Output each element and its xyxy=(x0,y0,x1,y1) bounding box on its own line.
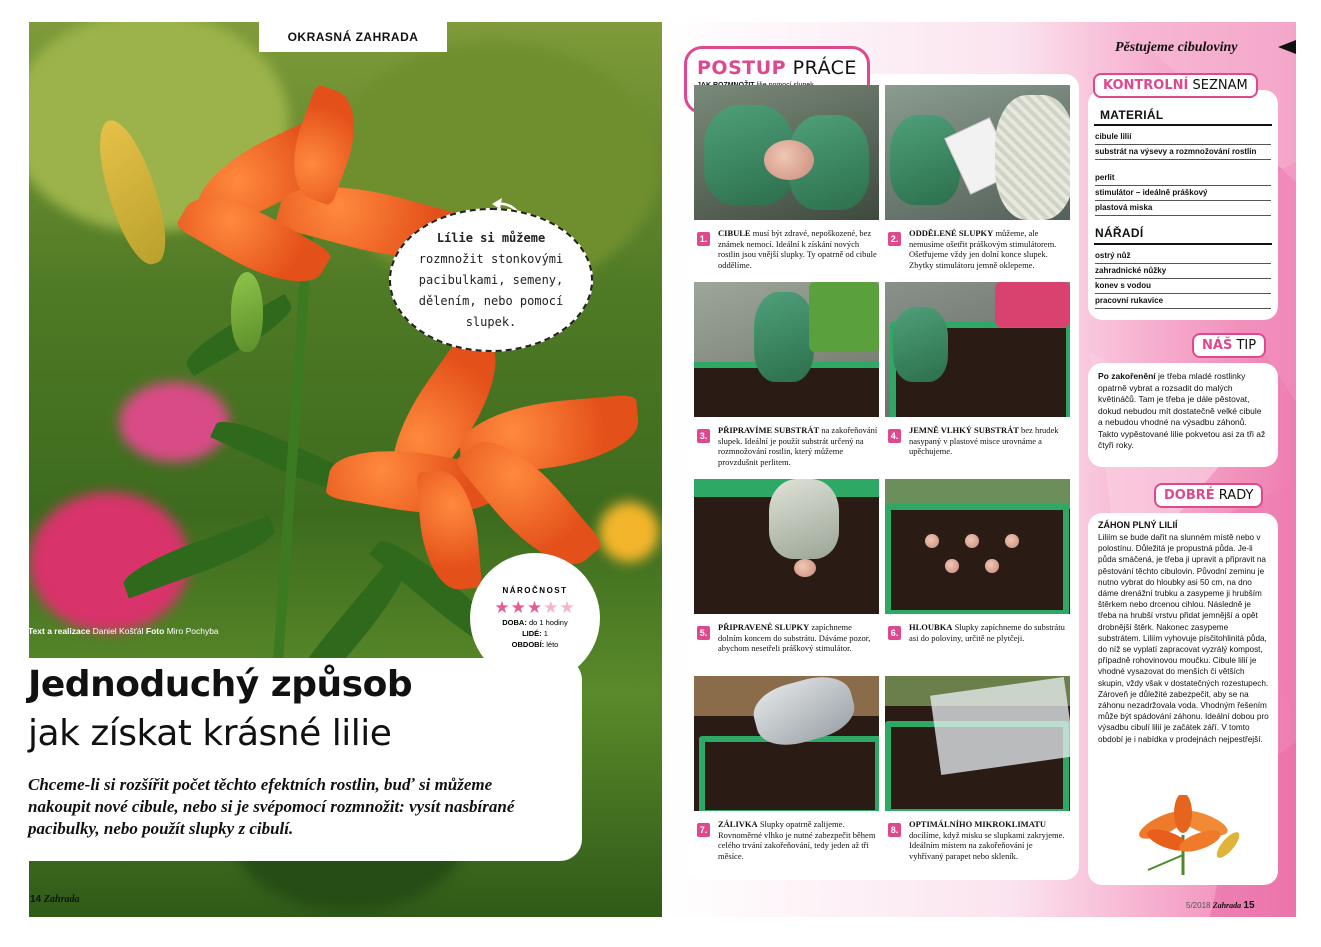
tool-item: pracovní rukavice xyxy=(1095,296,1271,309)
checklist-heading xyxy=(1093,73,1258,98)
step-keyword: PŘIPRAVÍME SUBSTRÁT xyxy=(718,425,820,435)
credits-text-author: Daniel Košťál xyxy=(92,626,144,636)
bulb-scale xyxy=(1005,534,1019,548)
material-item: cibule lilií xyxy=(1095,132,1271,145)
heading-dark: TIP xyxy=(1232,338,1257,353)
stars-empty: ★★ xyxy=(543,598,576,617)
heading-dark: SEZNAM xyxy=(1188,78,1248,93)
heading-pink: KONTROLNÍ xyxy=(1103,78,1189,93)
step-number: 2. xyxy=(888,232,901,246)
bulb-scale xyxy=(764,140,814,180)
bubble-text-rest: rozmnožit stonkovými pacibulkami, semeny, dělením, nebo pomocí slupek. xyxy=(418,251,564,329)
substrate-bag xyxy=(809,282,879,352)
lily-illustration xyxy=(1108,795,1258,877)
bubble-text xyxy=(391,228,591,333)
step-text xyxy=(718,228,878,270)
material-item: stimulátor – ideálně práškový xyxy=(1095,188,1271,201)
difficulty-value: léto xyxy=(546,640,559,649)
step-keyword: PŘIPRAVENÉ SLUPKY xyxy=(718,622,810,632)
difficulty-label: OBDOBÍ: xyxy=(511,640,545,649)
step-body: musí být zdravé, nepoškozené, bez známek nemocí. Ideální k získání nových rostlin jsou vnější slupky. Ty opatrně od cibule oddělíme. xyxy=(718,228,877,270)
step-photo-3 xyxy=(694,282,879,417)
knit-glove xyxy=(769,479,839,559)
difficulty-label: DOBA: xyxy=(502,618,527,627)
step-body: Slupky zapíchneme do substrátu asi do poloviny, určitě ne plytčeji. xyxy=(909,622,1065,643)
step-number: 5. xyxy=(697,626,710,640)
step-keyword: ODDĚLENÉ SLUPKY xyxy=(909,228,994,238)
step-keyword: OPTIMÁLNÍHO MIKROKLIMATU xyxy=(909,819,1047,829)
divider xyxy=(1094,124,1272,126)
seed-tray xyxy=(885,504,1069,614)
tool-item: ostrý nůž xyxy=(1095,251,1271,264)
bulb-scale xyxy=(965,534,979,548)
bulb-scale xyxy=(945,559,959,573)
step-text xyxy=(909,819,1069,861)
credits-photo-author: Miro Pochyba xyxy=(166,626,219,636)
knit-glove xyxy=(995,95,1070,220)
step-keyword: ZÁLIVKA xyxy=(718,819,758,829)
credits xyxy=(28,626,219,636)
tip-text xyxy=(1098,371,1268,452)
tip-text-bold: Po zakořenění xyxy=(1098,371,1156,381)
substrate-bag xyxy=(995,282,1070,327)
page-folio-left xyxy=(30,894,79,905)
bubble-text-bold: Lílie si můžeme xyxy=(436,230,546,245)
step-text xyxy=(718,819,878,861)
step-text xyxy=(909,425,1069,457)
difficulty-stars xyxy=(494,599,575,617)
bulb-scale xyxy=(925,534,939,548)
tool-item: konev s vodou xyxy=(1095,281,1271,294)
postup-title-dark: PRÁCE xyxy=(786,57,857,79)
step-body: na zakořeňování slupek. Ideální je použít substrát určený na rozmnožování rostlin, který můžeme provzdušnit perlitem. xyxy=(718,425,878,467)
step-photo-7 xyxy=(694,676,879,811)
heading-dark: RADY xyxy=(1214,488,1254,503)
tip-heading xyxy=(1192,333,1266,358)
advice-title: ZÁHON PLNÝ LILIÍ xyxy=(1098,520,1178,530)
step-photo-1 xyxy=(694,85,879,220)
step-text xyxy=(909,622,1069,643)
lily-bud xyxy=(231,272,263,352)
step-photo-4 xyxy=(885,282,1070,417)
bulb-scale xyxy=(794,559,816,577)
difficulty-label: LIDÉ: xyxy=(522,629,542,638)
magazine-name: Zahrada xyxy=(43,894,80,905)
step-photo-2 xyxy=(885,85,1070,220)
tool-item: zahradnické nůžky xyxy=(1095,266,1271,279)
glove xyxy=(893,307,948,382)
heading-pink: DOBRÉ xyxy=(1164,488,1215,503)
difficulty-value: 1 xyxy=(543,629,548,638)
advice-text: Liliím se bude dařit na slunném místě nebo v polostínu. Důležitá je propustná půda. Je-li půda smáčená, je třeba ji upravit a připravit na pěstování těchto cibulovin. Původní zeminu je nutno vybrat do hloubky asi 50 cm, na dno dáme drenážní trubku a zasypeme ji hrubším štěrkem nebo drcenou cihlou. Následně je třeba na hrubší vrstvu přidat jemnější a opět drobnější štěrk. Nakonec zasypeme substrátem. Liliím vyhovuje písčitohlinitá půda, do níž se vyplatí zapracovat vyzrálý kompost, případně rohovinovou moučku. Cibule lilií je vhodné vysazovat do menších či větších skupin, vždy však v dostatečných rozestupech. Zároveň je důležité zabezpečit, aby se na záhonu nezadržovala voda. Vhodným řešením může být spádování záhonu. Ideální dobou pro výsadbu cibulí lilií je začátek září. V tomto období je i nabídka v prodejnách nejpestřejší. xyxy=(1098,533,1269,744)
step-body: zapíchneme dolním koncem do substrátu. Dáváme pozor, abychom nesetřeli práškový stimulátor. xyxy=(718,622,871,653)
step-keyword: JEMNĚ VLHKÝ SUBSTRÁT xyxy=(909,425,1019,435)
stars-filled: ★★★ xyxy=(494,598,544,617)
tip-text-body: je třeba mladé rostlinky opatrně vybrat a rozsadit do malých květináčů. Tam je třeba je dále pěstovat, dokud nebudou mít dostatečně velké cibule a nebudou vhodné na výsadbu záhonů. Takto vypěstované lilie pokvetou asi za tři až čtyři roky. xyxy=(1098,371,1266,450)
material-item: perlit xyxy=(1095,173,1271,186)
seed-tray xyxy=(699,736,879,811)
postup-title xyxy=(697,57,857,79)
material-item: plastová miska xyxy=(1095,203,1271,216)
step-number: 7. xyxy=(697,823,710,837)
article-lede: Chceme-li si rozšířit počet těchto efektních rostlin, buď si můžeme nakoupit nové cibule, nebo si je svépomocí rozmnožit: vysít nasbírané pacibulky, nebo použít slupky z cibulí. xyxy=(28,775,515,838)
bulb-scale xyxy=(985,559,999,573)
postup-title-pink: POSTUP xyxy=(697,57,787,79)
step-text xyxy=(718,622,878,654)
page-header: Pěstujeme cibuloviny xyxy=(1115,40,1238,55)
yellow-flower-blur xyxy=(599,502,659,562)
divider xyxy=(1094,243,1272,245)
page-number: 15 xyxy=(1243,900,1255,911)
tools-title: NÁŘADÍ xyxy=(1095,226,1144,240)
step-photo-8 xyxy=(885,676,1070,811)
step-body: Slupky opatrně zalijeme. Rovnoměrné vlhko je nutné zabezpečit během celého trvání zakořeňování, tedy jeden až tři měsíce. xyxy=(718,819,876,861)
difficulty-row xyxy=(522,628,548,639)
step-number: 6. xyxy=(888,626,901,640)
difficulty-title: NÁROČNOST xyxy=(502,586,568,595)
article-subtitle: jak získat krásné lilie xyxy=(28,713,392,754)
step-keyword: HLOUBKA xyxy=(909,622,953,632)
speech-bubble xyxy=(389,208,593,352)
step-keyword: CIBULE xyxy=(718,228,751,238)
credits-photo-label: Foto xyxy=(145,626,165,636)
difficulty-row xyxy=(512,639,559,650)
material-title: MATERIÁL xyxy=(1100,108,1164,122)
issue-number: 5/2018 xyxy=(1186,901,1211,910)
difficulty-value: do 1 hodiny xyxy=(528,618,568,627)
step-number: 4. xyxy=(888,429,901,443)
advice-heading xyxy=(1154,483,1263,508)
step-photo-6 xyxy=(885,479,1070,614)
step-body: bez hrudek nasypaný v plastové misce urovnáme a upěchujeme. xyxy=(909,425,1059,456)
heading-pink: NÁŠ xyxy=(1202,338,1233,353)
magazine-name: Zahrada xyxy=(1212,901,1242,910)
step-number: 3. xyxy=(697,429,710,443)
step-text xyxy=(909,228,1069,270)
step-body: můžeme, ale nemusíme ošetřit práškovým stimulátorem. Ošetřujeme vždy jen dolní konce slupek. Zbytky stimulátoru jemně oklepeme. xyxy=(909,228,1057,270)
header-arrow-icon xyxy=(1278,40,1296,54)
section-tag: OKRASNÁ ZAHRADA xyxy=(259,22,447,52)
glove xyxy=(890,115,960,205)
credits-text-label: Text a realizace xyxy=(28,626,91,636)
pink-flower-blur xyxy=(119,382,229,462)
step-photo-5 xyxy=(694,479,879,614)
step-number: 1. xyxy=(697,232,710,246)
step-text xyxy=(718,425,878,467)
article-title: Jednoduchý způsob xyxy=(28,664,413,705)
page-folio-right xyxy=(1186,900,1255,911)
page-number: 14 xyxy=(30,894,42,905)
step-body: docílíme, když misku se slupkami zakryjeme. Ideálním místem na zakořeňování je vyhřívaný parapet nebo skleník. xyxy=(909,829,1065,861)
glove xyxy=(754,292,814,382)
step-number: 8. xyxy=(888,823,901,837)
material-item: substrát na výsevy a rozmnožování rostlin xyxy=(1095,147,1271,160)
difficulty-row xyxy=(502,617,567,628)
